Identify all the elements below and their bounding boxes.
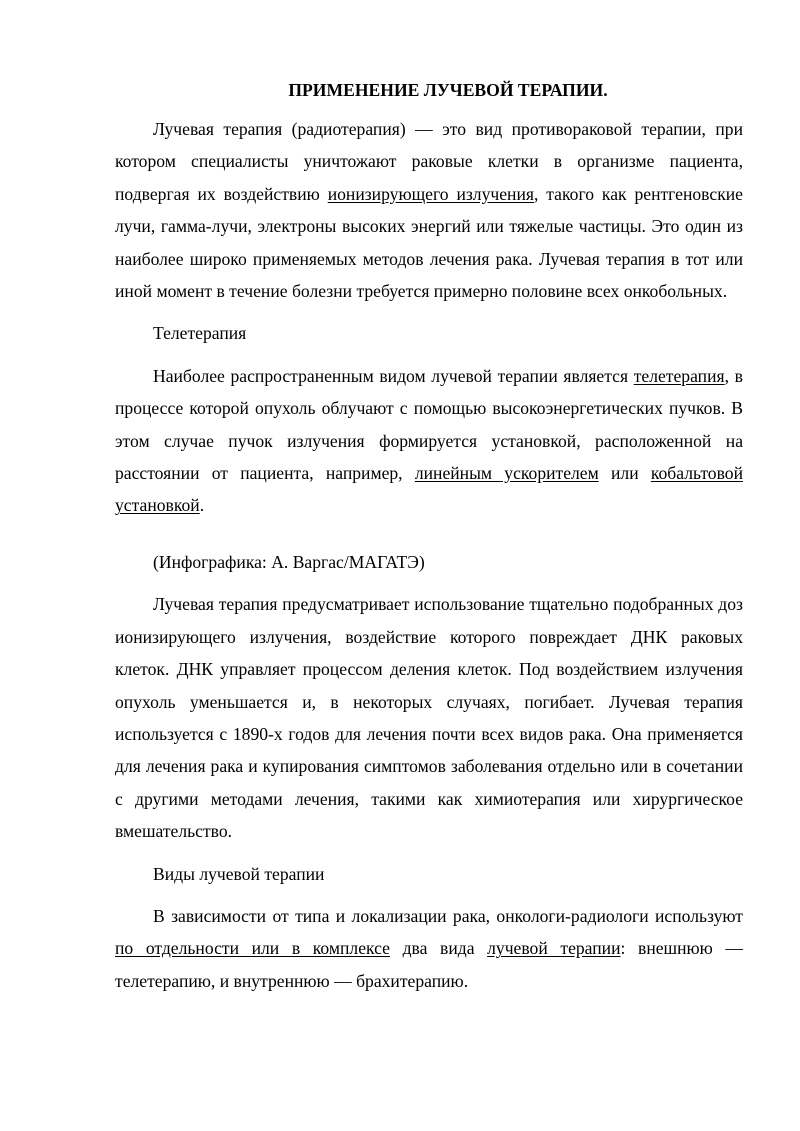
paragraph-intro xyxy=(115,113,743,307)
paragraph-text: , такого как рентгеновские лучи, гамма-лучи, электроны высоких энергий или тяжелые частицы. Это один из наиболее широко применяемых методов лечения рака. Лучевая терапия в тот или иной момент в течение болезни требуется примерно половине всех онкобольных. xyxy=(115,183,743,302)
heading-types: Виды лучевой терапии xyxy=(153,863,325,884)
paragraph-dna: Лучевая терапия предусматривает использование тщательно подобранных доз ионизирующего излучения, воздействие которого повреждает ДНК раковых клеток. ДНК управляет процессом деления клеток. Под воздействием излучения опухоль уменьшается и, в некоторых случаях, погибает. Лучевая терапия используется с 1890-х годов для лечения почти всех видов рака. Она применяется для лечения рака и купирования симптомов заболевания отдельно или в сочетании с другими методами лечения, такими как химиотерапия или хирургическое вмешательство. xyxy=(115,594,743,842)
document-title: ПРИМЕНЕНИЕ ЛУЧЕВОЙ ТЕРАПИИ. xyxy=(288,80,608,100)
paragraph-text: . xyxy=(199,495,205,516)
link-linear-accelerator[interactable]: линейным ускорителем xyxy=(414,463,599,484)
link-cobalt-unit[interactable]: кобальтовой установкой xyxy=(115,463,743,516)
heading-teletherapy: Телетерапия xyxy=(153,323,247,344)
paragraph-teletherapy xyxy=(115,360,743,522)
paragraph-text: Лучевая терапия (радиотерапия) — это вид противораковой терапии, при котором специалисты уничтожают раковые клетки в организме пациента, подвергая их воздействию xyxy=(115,119,743,204)
link-teletherapy[interactable]: телетерапия xyxy=(633,365,725,386)
link-ionizing-radiation[interactable]: ионизирующего излучения xyxy=(327,183,534,204)
paragraph-text: два вида xyxy=(389,938,488,959)
document-page xyxy=(115,74,743,1007)
infographic-credit: (Инфографика: А. Варгас/МАГАТЭ) xyxy=(153,551,425,572)
link-radiation-therapy[interactable]: лучевой терапии xyxy=(487,938,621,959)
paragraph-text: , в процессе которой опухоль облучают с помощью высокоэнергетических пучков. В этом случае пучок излучения формируется установкой, расположенной на расстоянии от пациента, например, xyxy=(115,365,743,484)
paragraph-text: или xyxy=(598,463,651,484)
paragraph-types xyxy=(115,900,743,997)
paragraph-text: : внешнюю — телетерапию, и внутреннюю — брахитерапию. xyxy=(115,938,743,991)
link-separately-or-combined[interactable]: по отдельности или в комплексе xyxy=(115,938,390,959)
paragraph-text: Наиболее распространенным видом лучевой терапии является xyxy=(153,365,634,386)
paragraph-text: В зависимости от типа и локализации рака, онкологи-радиологи используют xyxy=(153,905,743,926)
